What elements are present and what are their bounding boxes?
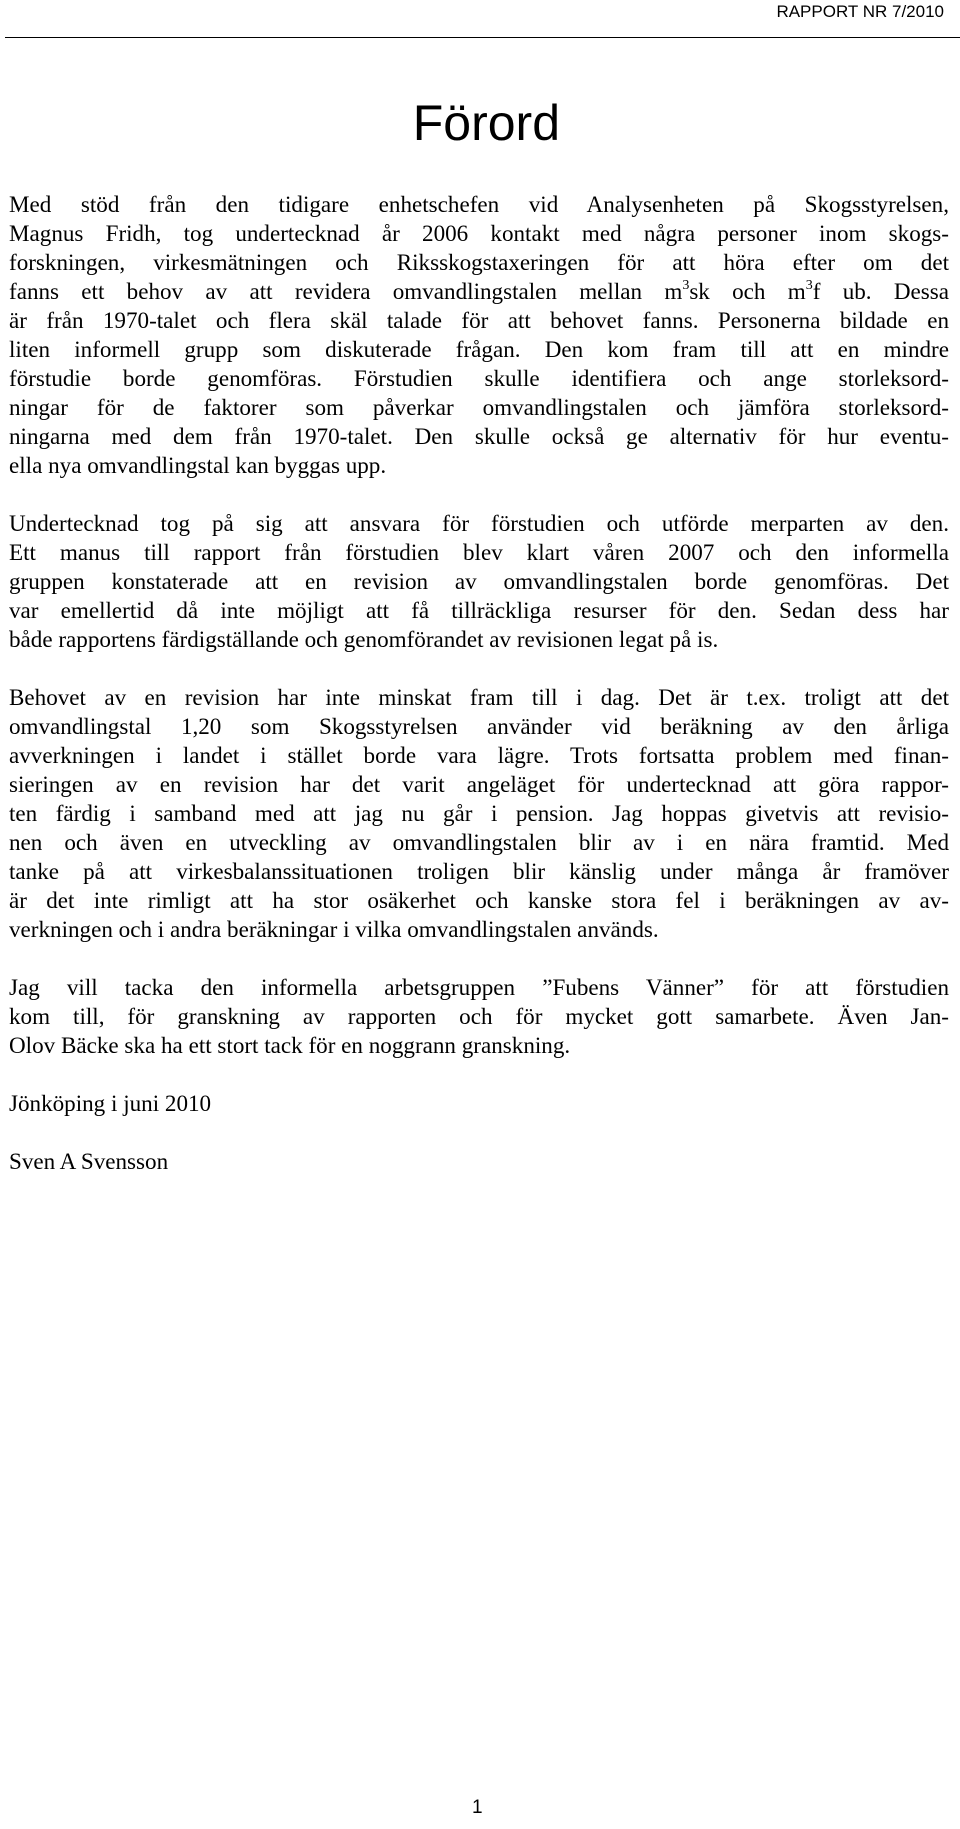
text-line: avverkningen i landet i stället borde vara lägre. Trots fortsatta problem med finan- bbox=[9, 742, 949, 768]
superscript-3: 3 bbox=[682, 278, 690, 293]
text-line: Undertecknad tog på sig att ansvara för förstudien och utförde merparten av den. bbox=[9, 510, 949, 536]
body-text bbox=[9, 190, 949, 1205]
text-line: både rapportens färdigställande och genomförandet av revisionen legat på is. bbox=[9, 626, 719, 652]
place-date bbox=[9, 1089, 949, 1118]
text-line: tanke på att virkesbalanssituationen troligen blir känslig under många år framöver bbox=[9, 858, 949, 884]
text-line: var emellertid då inte möjligt att få tillräckliga resurser för den. Sedan dess har bbox=[9, 597, 949, 623]
text-fragment: fanns ett behov av att revidera omvandlingstalen mellan m bbox=[9, 278, 683, 304]
text-line: gruppen konstaterade att en revision av omvandlingstalen borde genomföras. Det bbox=[9, 568, 949, 594]
text-line: Olov Bäcke ska ha ett stort tack för en noggrann granskning. bbox=[9, 1032, 571, 1058]
text-line: är det inte rimligt att ha stor osäkerhet och kanske stora fel i beräkningen av av- bbox=[9, 887, 949, 913]
text-line: kom till, för granskning av rapporten och för mycket gott samarbete. Även Jan- bbox=[9, 1003, 949, 1029]
text-line: Behovet av en revision har inte minskat fram till i dag. Det är t.ex. troligt att det bbox=[9, 684, 949, 710]
text-line: sieringen av en revision har det varit angeläget för undertecknad att göra rappor- bbox=[9, 771, 949, 797]
author-signature bbox=[9, 1147, 949, 1176]
text-line-units bbox=[9, 277, 949, 306]
text-line: verkningen och i andra beräkningar i vilka omvandlingstalen används. bbox=[9, 916, 659, 942]
text-line: Jag vill tacka den informella arbetsgruppen ”Fubens Vänner” för att förstudien bbox=[9, 974, 949, 1000]
text-line: är från 1970-talet och flera skäl talade för att behovet fanns. Personerna bildade en bbox=[9, 307, 949, 333]
text-line: Ett manus till rapport från förstudien blev klart våren 2007 och den informella bbox=[9, 539, 949, 565]
text-line: nen och även en utveckling av omvandlingstalen blir av i en nära framtid. Med bbox=[9, 829, 949, 855]
text-line: forskningen, virkesmätningen och Riksskogstaxeringen för att höra efter om det bbox=[9, 249, 949, 275]
page-title: Förord bbox=[412, 95, 560, 151]
text-line: Sven A Svensson bbox=[9, 1148, 169, 1174]
paragraph-history bbox=[9, 509, 949, 654]
paragraph-thanks bbox=[9, 973, 949, 1060]
text-line: ten färdig i samband med att jag nu går i pension. Jag hoppas givetvis att revisio- bbox=[9, 800, 949, 826]
text-line: förstudie borde genomföras. Förstudien skulle identifiera och ange storleksord- bbox=[9, 365, 949, 391]
text-line: Jönköping i juni 2010 bbox=[9, 1090, 212, 1116]
text-line: Magnus Fridh, tog undertecknad år 2006 kontakt med några personer inom skogs- bbox=[9, 220, 949, 246]
paragraph-intro bbox=[9, 190, 949, 480]
text-line: omvandlingstal 1,20 som Skogsstyrelsen använder vid beräkning av den årliga bbox=[9, 713, 949, 739]
header-rule bbox=[5, 37, 960, 38]
running-header: RAPPORT NR 7/2010 bbox=[776, 2, 944, 21]
text-fragment: f ub. Dessa bbox=[812, 278, 949, 304]
text-line: liten informell grupp som diskuterade frågan. Den kom fram till att en mindre bbox=[9, 336, 949, 362]
paragraph-need bbox=[9, 683, 949, 944]
text-line: Med stöd från den tidigare enhetschefen vid Analysenheten på Skogsstyrelsen, bbox=[9, 191, 949, 217]
text-line: ella nya omvandlingstal kan byggas upp. bbox=[9, 452, 387, 478]
superscript-3: 3 bbox=[805, 278, 813, 293]
text-fragment: sk och m bbox=[689, 278, 806, 304]
text-line: ningar för de faktorer som påverkar omvandlingstalen och jämföra storleksord- bbox=[9, 394, 949, 420]
text-line: ningarna med dem från 1970-talet. Den skulle också ge alternativ för hur eventu- bbox=[9, 423, 949, 449]
page-number: 1 bbox=[472, 1797, 483, 1818]
